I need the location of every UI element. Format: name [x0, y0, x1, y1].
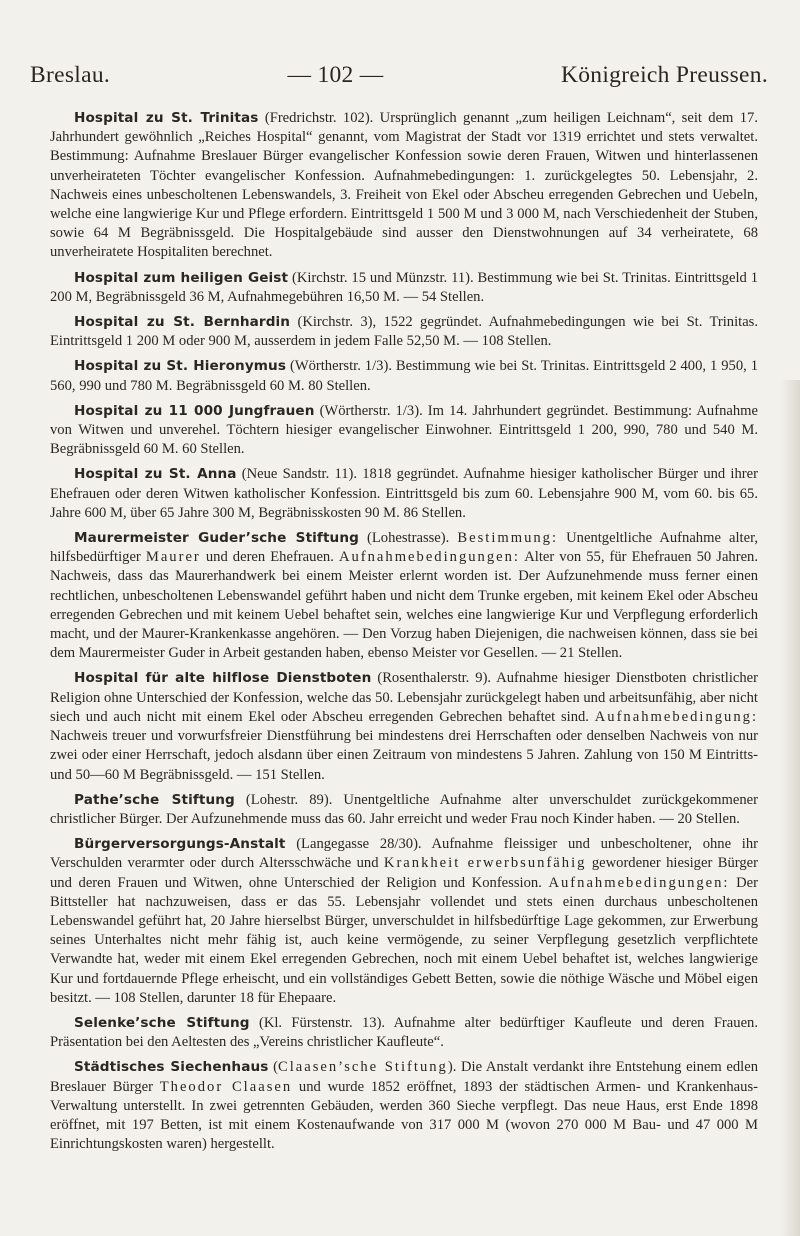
spaced-term: Krankheit erwerbsunfähig — [383, 855, 587, 872]
spaced-term: Claasen’sche Stiftung — [277, 1059, 448, 1076]
page-number: — 102 — — [287, 62, 384, 88]
entry-heading: Städtisches Siechenhaus — [74, 1059, 269, 1076]
entry-text: (Fredrichstr. 102). Ursprünglich genannt „zum heiligen Leichnam“, seit dem 17. Jahrhundert gewöhnlich „Reiches Hospital“ genannt, vom Magistrat der Stadt vor 1319 errichtet und stets verwaltet. Bestimmung: Aufnahme Breslauer Bürger evangelischer Konfession sowie deren Frauen, Witwen und hinterlassenen unverheirateten Töchter evangelischer Konfession. Aufnahmebedingungen: 1. zurückgelegtes 50. Lebensjahr, 2. Nachweis eines unbescholtenen Lebenswandels, 3. Freiheit von Ekel oder Abscheu erregenden Gebrechen und Uebeln, welche eine langwierige Kur und Pflege erfordern. Eintrittsgeld 1 500 M und 3 000 M, nach Verschiedenheit der Stuben, sowie 64 M Begräbnissgeld. Die Hospitalgebäude sind ausser den Dienstwohnungen auf 34 verheiratete, 68 unverheiratete Hospitaliten berechnet. — [50, 110, 758, 261]
header-place: Breslau. — [30, 62, 111, 88]
entry-text: ). Die Anstalt verdankt ihre Entstehung einem edlen Breslauer Bürger — [50, 1059, 758, 1095]
entry-text: Nachweis treuer und vorwurfsfreier Dienstführung bei mindestens drei Herrschaften oder denselben Nachweis von nur zwei oder einer Herrschaft, jedoch alsdann über einen Zeitraum von mindestens 5 Jahren. Zahlung von 150 M Eintritts- und 50—60 M Begräbnissgeld. — 151 Stellen. — [50, 728, 758, 783]
entry-text: Alter von 55, für Ehefrauen 50 Jahren. Nachweis, dass das Maurerhandwerk bei einem Meister erlernt worden ist. Der Aufzunehmende muss ferner einen rechtlichen, unbescholtenen Lebenswandel geführt haben und nicht dem Trunke ergeben, mit keinem Ekel oder Abscheu erregenden Gebrechen und mit keinem Uebel behaftet sein, welches eine langwierige Kur und Verpflegung erforderlich macht, und der Maurer-Krankenkasse angehören. — Den Vorzug haben Diejenigen, die nachweisen können, dass sie bei dem Maurermeister Guder in Arbeit gestanden haben, ebenso Meister vor Gesellen. — 21 Stellen. — [50, 549, 759, 662]
spaced-term: Theodor Claasen — [159, 1078, 293, 1095]
entry-text: (Lohestrasse). — [358, 530, 458, 547]
entry-text: und deren Ehefrauen. — [200, 549, 339, 566]
entries-list — [22, 109, 778, 1154]
entry-text: und wurde 1852 eröffnet, 1893 der städtischen Armen- und Krankenhaus-Verwaltung unterstellt. In zwei getrennten Gebäuden, werden 360 Sieche verpflegt. Das neue Haus, erst Ende 1898 eröffnet, mit 197 Betten, ist mit einem Kostenaufwande von 317 000 M (wovon 270 000 M Bau- und 47 000 M Einrichtungskosten waren) hergestellt. — [50, 1078, 758, 1153]
spaced-term: Aufnahmebedingungen: — [548, 874, 730, 891]
entry-paragraph — [50, 1058, 758, 1154]
entry-paragraph — [50, 1014, 758, 1052]
entry-paragraph — [50, 357, 758, 395]
entry-text: (Langegasse 28/30). Aufnahme fleissiger und unbescholtener, ohne ihr Verschulden verarmter oder durch Altersschwäche und — [50, 836, 758, 872]
entry-heading: Bürgerversorgungs-Anstalt — [74, 836, 286, 853]
entry-paragraph — [50, 109, 758, 263]
entry-text: ( — [268, 1059, 278, 1076]
entry-paragraph — [50, 835, 758, 1008]
entry-text: (Neue Sandstr. 11). 1818 gegründet. Aufnahme hiesiger katholischer Bürger und ihrer Ehefrauen oder deren Witwen katholischer Konfession. Eintrittsgeld bis zum 60. Lebensjahre 900 M, vom 60. bis 65. Jahre 600 M, über 65 Jahre 300 M, Begräbnisskosten 90 M. 86 Stellen. — [50, 466, 758, 521]
entry-heading: Pathe’sche Stiftung — [74, 791, 235, 808]
entry-text: Der Bittsteller hat nachzuweisen, dass er das 55. Lebensjahr vollendet und stets einen durchaus unbescholtenen Lebenswandel geführt hat, 20 Jahre hierselbst Bürger, unverschuldet in hilfsbedürftige Lage gekommen, zur Erwerbung seines Unterhaltes nicht mehr fähig ist, auch keine vermögende, zu seiner Verpflegung gesetzlich verpflichtete Verwandte hat, weder mit einem Ekel erregenden Gebrechen, noch mit einem Uebel behaftet ist, welches langwierige Kur und fortdauernde Pflege erheischt, und ein vollständiges Gebett Betten, sowie die nöthige Wäsche und Möbel eigen besitzt. — 108 Stellen, darunter 18 für Ehepaare. — [50, 874, 759, 1006]
entry-paragraph — [50, 269, 758, 307]
entry-heading: Hospital für alte hilflose Dienstboten — [74, 670, 372, 687]
entry-paragraph — [50, 313, 758, 351]
entry-text: Unentgeltliche Aufnahme alter, hilfsbedürftiger — [50, 530, 759, 566]
entry-text: (Kl. Fürstenstr. 13). Aufnahme alter bedürftiger Kaufleute und deren Frauen. Präsentation bei den Aeltesten des „Vereins christlicher Kaufleute“. — [50, 1014, 758, 1051]
entry-text: (Kirchstr. 3), 1522 gegründet. Aufnahmebedingungen wie bei St. Trinitas. Eintrittsgeld 1 200 M oder 900 M, ausserdem in jedem Falle 52,50 M. — 108 Stellen. — [50, 314, 759, 350]
spaced-term: Bestimmung: — [457, 530, 559, 547]
entry-paragraph — [50, 669, 758, 784]
entry-heading: Hospital zu 11 000 Jungfrauen — [74, 402, 315, 419]
entry-paragraph — [50, 402, 758, 460]
entry-text: gewordener hiesiger Bürger und deren Frauen und Witwen, ohne Unterschied der Religion und Konfession. — [50, 855, 758, 891]
entry-text: (Kirchstr. 15 und Münzstr. 11). Bestimmung wie bei St. Trinitas. Eintrittsgeld 1 200 M, Begräbnissgeld 36 M, Aufnahmegebühren 16,50 M. — 54 Stellen. — [50, 269, 758, 305]
entry-heading: Hospital zu St. Anna — [74, 466, 237, 483]
spaced-term: Maurer — [145, 549, 201, 566]
header-region: Königreich Preussen. — [560, 62, 768, 88]
entry-text: (Rosenthalerstr. 9). Aufnahme hiesiger Dienstboten christlicher Religion ohne Unterschied der Konfession, welche das 50. Lebensjahr zurückgelegt haben und arbeitsunfähig, aber nicht siech und auch nicht mit einem Ekel oder Abscheu erregenden Gebrechen behaftet sind. — [50, 670, 758, 725]
entry-heading: Hospital zum heiligen Geist — [74, 269, 289, 286]
entry-text: (Wörtherstr. 1/3). Im 14. Jahrhundert gegründet. Bestimmung: Aufnahme von Witwen und unverehel. Töchtern hiesiger evangelischer Einwohner. Eintrittsgeld 1 200, 990, 780 und 540 M. Begräbnissgeld 60 M. 60 Stellen. — [50, 402, 758, 458]
entry-paragraph — [50, 529, 758, 663]
entry-heading: Selenke’sche Stiftung — [74, 1014, 250, 1031]
entry-paragraph — [50, 791, 758, 829]
entry-heading: Maurermeister Guder’sche Stiftung — [74, 530, 359, 547]
entry-heading: Hospital zu St. Trinitas — [74, 110, 259, 126]
spaced-term: Aufnahmebedingung: — [594, 708, 758, 725]
entry-heading: Hospital zu St. Bernhardin — [74, 314, 291, 331]
entry-text: (Lohestr. 89). Unentgeltliche Aufnahme alter unverschuldet zurückgekommener christlicher Bürger. Der Aufzunehmende muss das 60. Jahr erreicht und weder Frau noch Kinder haben. — 20 Stellen. — [50, 791, 759, 827]
entry-heading: Hospital zu St. Hieronymus — [74, 358, 287, 375]
entry-paragraph — [50, 465, 758, 523]
entry-text: (Wörtherstr. 1/3). Bestimmung wie bei St. Trinitas. Eintrittsgeld 2 400, 1 950, 1 560, 990 und 780 M. Begräbnissgeld 60 M. 80 Stellen. — [50, 358, 758, 394]
page-edge-shadow — [780, 380, 800, 1236]
running-header — [22, 62, 778, 89]
spaced-term: Aufnahmebedingungen: — [338, 549, 520, 566]
